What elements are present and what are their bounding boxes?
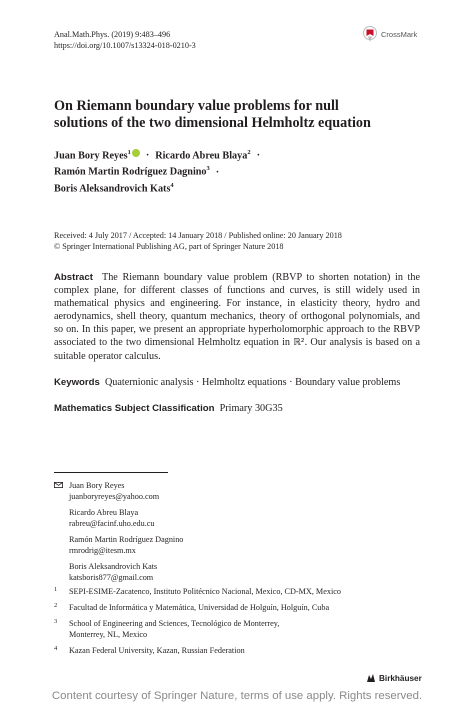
crossmark-label: CrossMark xyxy=(381,30,418,39)
author-name: Boris Aleksandrovich Kats xyxy=(54,183,171,195)
msc-label: Mathematics Subject Classification xyxy=(54,403,215,414)
birkhauser-logo-icon xyxy=(366,673,376,683)
abstract-label: Abstract xyxy=(54,272,93,283)
contact-name: Juan Bory Reyes xyxy=(69,481,125,490)
envelope-icon xyxy=(54,482,63,488)
affiliation-text: School of Engineering and Sciences, Tecnológico de Monterrey, xyxy=(69,619,280,628)
doi-link[interactable]: https://doi.org/10.1007/s13324-018-0210-3 xyxy=(54,40,196,50)
crossmark-icon xyxy=(363,26,377,43)
contact-entry xyxy=(54,507,434,529)
affiliation-number: 4 xyxy=(54,645,58,652)
contact-email[interactable]: katsboris877@gmail.com xyxy=(69,573,154,582)
publisher-name: Birkhäuser xyxy=(379,673,422,683)
affiliation-entry xyxy=(54,586,434,597)
abstract-text-end: . Our analysis is based on a suitable operator calculus. xyxy=(54,337,420,362)
author-affiliation-mark: 1 xyxy=(127,149,131,156)
contact-entry xyxy=(54,561,434,583)
affiliation-number: 2 xyxy=(54,602,58,609)
keywords-text: Quaternionic analysis · Helmholtz equations · Boundary value problems xyxy=(104,377,401,388)
affiliation-number: 1 xyxy=(54,586,58,593)
author-affiliation-mark: 3 xyxy=(206,165,210,173)
publisher-mark xyxy=(366,673,422,683)
contact-email[interactable]: juanboryreyes@yahoo.com xyxy=(69,492,160,501)
abstract-text: The Riemann boundary value problem (RBVP to shorten notation) in the complex plane, for different classes of functions and curves, is still widely used in mathematical physics and engineering. For instance, in elasticity theory, hydro and aerodynamics, shell theory, quantum mechanics, theory of orthogonal polynomials, and so on. In this paper, we present an appropriate hyperholomorphic approach to the RBVP associated to the two dimensional Helmholtz equation in xyxy=(54,272,420,349)
article-title: On Riemann boundary value problems for null solutions of the two dimensional Helmholtz equation xyxy=(54,98,371,131)
author-name: Juan Bory Reyes xyxy=(54,150,128,162)
journal-header xyxy=(54,30,196,51)
keywords xyxy=(54,376,434,389)
contact-entry xyxy=(54,480,434,502)
courtesy-footer: Content courtesy of Springer Nature, terms of use apply. Rights reserved. xyxy=(51,690,423,702)
copyright-line: © Springer International Publishing AG, part of Springer Nature 2018 xyxy=(54,242,284,251)
contact-email[interactable]: rabreu@facinf.uho.edu.cu xyxy=(69,519,155,528)
author-affiliation-mark: 4 xyxy=(170,181,174,189)
contact-entry xyxy=(54,534,434,556)
author-name: Ramón Martin Rodríguez Dagnino xyxy=(54,166,207,178)
crossmark-badge[interactable] xyxy=(363,26,417,43)
journal-citation: Anal.Math.Phys. (2019) 9:483–496 xyxy=(54,30,171,39)
contact-email[interactable]: rmrodrig@itesm.mx xyxy=(69,546,136,555)
author-affiliation-mark: 2 xyxy=(247,149,251,156)
affiliation-text-line2: Monterrey, NL, Mexico xyxy=(69,630,148,639)
abstract xyxy=(54,271,420,363)
affiliation-entry xyxy=(54,645,434,656)
publication-dates xyxy=(54,230,434,252)
author-contacts xyxy=(54,480,434,588)
contact-name: Boris Aleksandrovich Kats xyxy=(69,562,158,571)
msc-text: Primary 30G35 xyxy=(219,403,283,414)
keywords-label: Keywords xyxy=(54,377,100,388)
affiliation-number: 3 xyxy=(54,618,58,625)
contact-name: Ricardo Abreu Blaya xyxy=(69,508,139,517)
contact-name: Ramón Martin Rodríguez Dagnino xyxy=(69,535,184,544)
abstract-math: ℝ² xyxy=(293,337,305,349)
affiliation-entry xyxy=(54,602,434,613)
footnote-divider xyxy=(54,472,168,473)
author-name: Ricardo Abreu Blaya xyxy=(155,150,248,162)
affiliation-text: SEPI-ESIME-Zacatenco, Instituto Politécnico Nacional, Mexico, CD-MX, Mexico xyxy=(69,587,341,596)
affiliation-entry xyxy=(54,618,434,640)
affiliation-text: Facultad de Informática y Matemática, Universidad de Holguín, Holguín, Cuba xyxy=(69,603,330,612)
subject-classification xyxy=(54,402,434,415)
author-list: Juan Bory Reyes$^1$ · Ricardo Abreu Blaya$^2$ · Ramón Martin Rodríguez Dagnino$^3$ · Boris Aleksandrovich Kats$^4$ xyxy=(54,149,260,195)
affiliations xyxy=(54,586,434,661)
orcid-icon[interactable] xyxy=(132,149,140,157)
dates-line: Received: 4 July 2017 / Accepted: 14 January 2018 / Published online: 20 January 2018 xyxy=(54,231,342,240)
affiliation-text: Kazan Federal University, Kazan, Russian Federation xyxy=(69,646,245,655)
